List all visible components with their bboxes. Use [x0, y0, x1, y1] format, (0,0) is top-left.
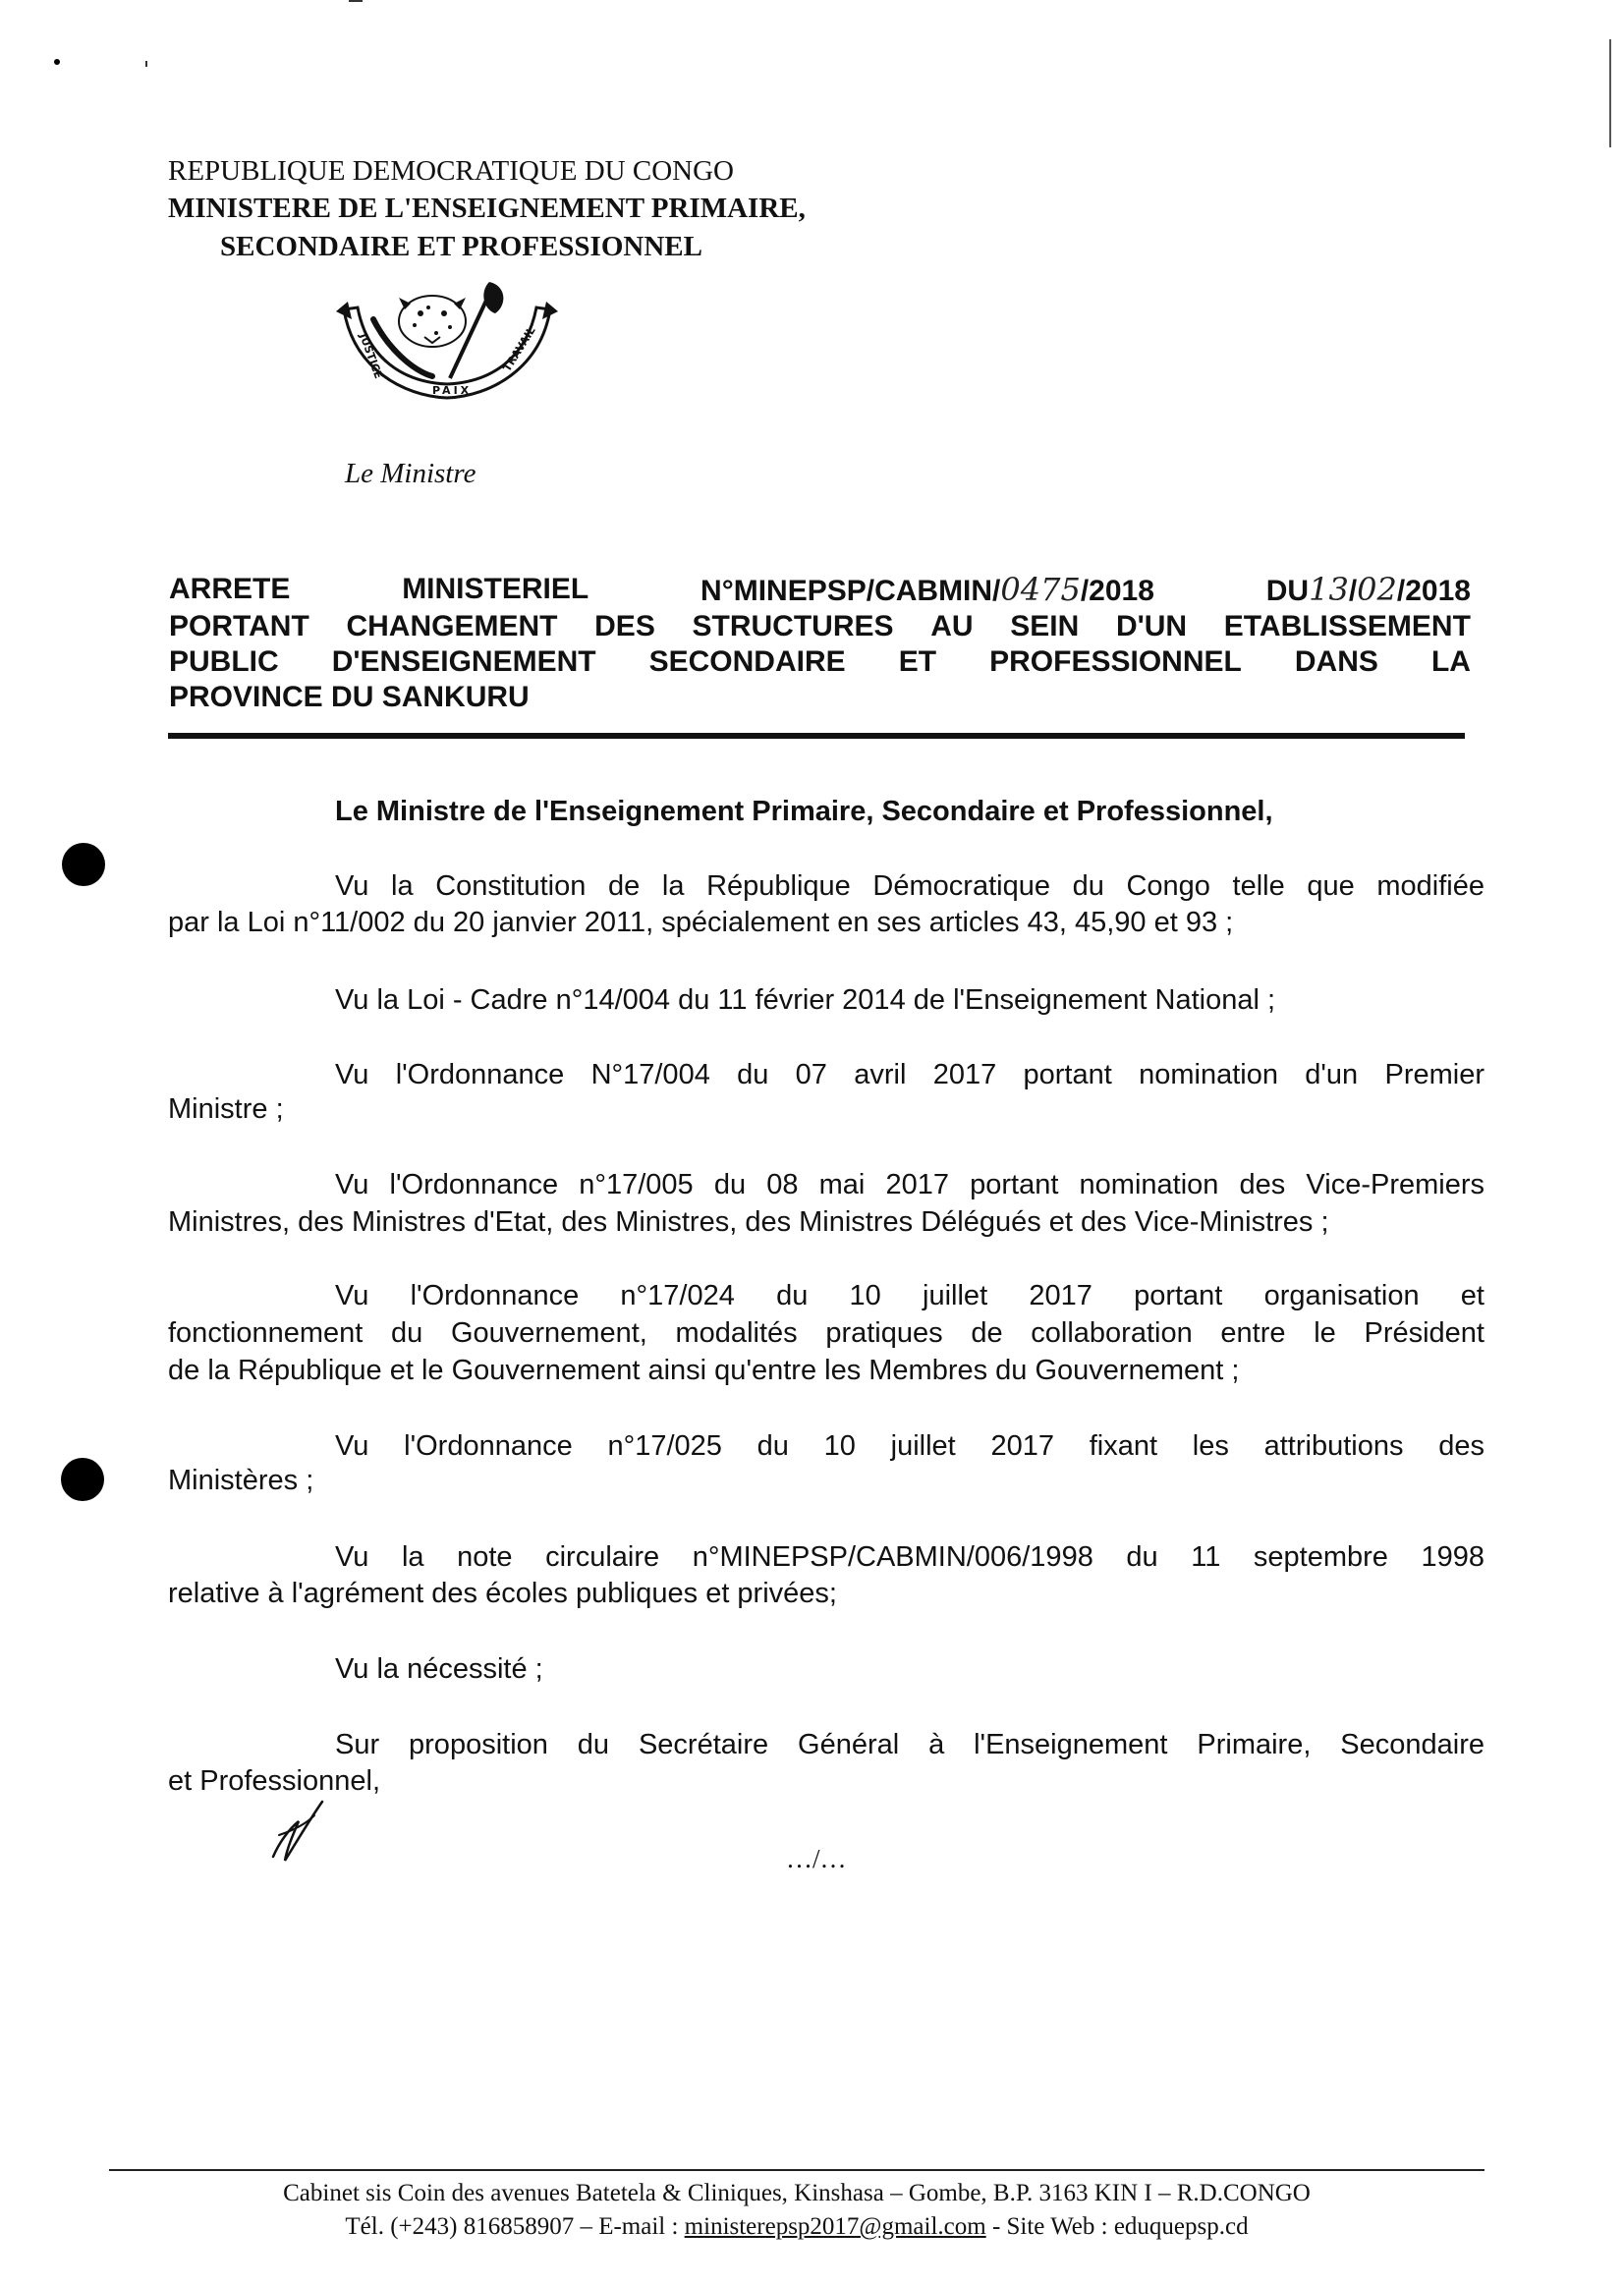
- decree-word: ARRETE: [169, 573, 291, 605]
- consideration-loi-cadre: Vu la Loi - Cadre n°14/004 du 11 février 2014 de l'Enseignement National ;: [335, 984, 1276, 1016]
- decree-word: DANS: [1294, 645, 1378, 678]
- footer: [109, 2177, 1484, 2244]
- decree-word: CHANGEMENT: [346, 610, 558, 642]
- ministry-heading-line2: SECONDAIRE ET PROFESSIONNEL: [220, 231, 702, 262]
- decree-title-line2: [169, 609, 1471, 644]
- title-divider: [168, 733, 1465, 739]
- consideration-note-circulaire-line2: relative à l'agrément des écoles publiques et privées;: [168, 1578, 837, 1609]
- consideration-constitution-line2: par la Loi n°11/002 du 20 janvier 2011, spécialement en ses articles 43, 45,90 et 93 ;: [168, 907, 1234, 938]
- motto-paix: PAIX: [432, 384, 473, 397]
- decree-word: AU: [930, 610, 974, 642]
- footer-contact: [109, 2210, 1484, 2244]
- scan-speck: [54, 59, 60, 65]
- page-continuation-marker: …/…: [786, 1844, 847, 1873]
- decree-word: ETABLISSEMENT: [1223, 610, 1471, 642]
- consideration-ordonnance-17-005-line2: Ministres, des Ministres d'Etat, des Ministres, des Ministres Délégués et des Vice-Ministres ;: [168, 1206, 1329, 1238]
- decree-word: D'ENSEIGNEMENT: [331, 645, 596, 678]
- binder-hole-mark: [61, 1458, 104, 1501]
- signatory-heading: Le Ministre: [345, 458, 476, 489]
- handwritten-initials: [265, 1796, 334, 1865]
- consideration-constitution-line1: Vu la Constitution de la République Démocratique du Congo telle que modifiée: [335, 870, 1484, 902]
- decree-word: SEIN: [1010, 610, 1080, 642]
- decree-reference: N°MINEPSP/CABMIN/0475/2018: [700, 571, 1154, 608]
- scan-speck: [145, 61, 147, 67]
- footer-address: Cabinet sis Coin des avenues Batetela & Cliniques, Kinshasa – Gombe, B.P. 3163 KIN I – R.D.CONGO: [283, 2180, 1311, 2206]
- ministry-heading-line1: MINISTERE DE L'ENSEIGNEMENT PRIMAIRE,: [168, 193, 806, 224]
- coat-of-arms-icon: [334, 280, 560, 408]
- decree-title-line1: [169, 572, 1471, 609]
- binder-hole-mark: [62, 843, 105, 886]
- decree-word: PROFESSIONNEL: [989, 645, 1242, 678]
- consideration-ordonnance-17-025-line1: Vu l'Ordonnance n°17/025 du 10 juillet 2017 fixant les attributions des: [335, 1430, 1484, 1462]
- decree-title: [169, 572, 1471, 715]
- decree-date: DU13/02/2018: [1265, 571, 1471, 608]
- decree-title-line4: PROVINCE DU SANKURU: [169, 681, 530, 713]
- motto-justice: JUSTICE: [357, 331, 385, 381]
- footer-website: - Site Web : eduquepsp.cd: [985, 2213, 1249, 2240]
- initials-signature-icon: [265, 1796, 334, 1865]
- scan-speck: [349, 0, 363, 2]
- coat-of-arms-emblem: [334, 280, 560, 408]
- decree-word: SECONDAIRE: [648, 645, 846, 678]
- decree-word: LA: [1430, 645, 1471, 678]
- decree-title-line3: [169, 644, 1471, 680]
- country-heading: REPUBLIQUE DEMOCRATIQUE DU CONGO: [168, 155, 734, 187]
- consideration-proposition-line2: et Professionnel,: [168, 1765, 381, 1797]
- footer-email-link[interactable]: ministerepsp2017@gmail.com: [684, 2213, 986, 2240]
- consideration-ordonnance-17-005-line1: Vu l'Ordonnance n°17/005 du 08 mai 2017 portant nomination des Vice-Premiers: [335, 1169, 1484, 1200]
- preamble: Le Ministre de l'Enseignement Primaire, Secondaire et Professionnel,: [335, 796, 1273, 827]
- decree-word: MINISTERIEL: [402, 573, 589, 605]
- consideration-ordonnance-17-024-line3: de la République et le Gouvernement ainsi qu'entre les Membres du Gouvernement ;: [168, 1355, 1240, 1386]
- handwritten-decree-number: 0475: [1000, 571, 1081, 608]
- decree-word: ET: [898, 645, 937, 678]
- motto-travail: TRAVAIL: [500, 324, 538, 374]
- handwritten-date-month: 02: [1357, 571, 1397, 608]
- consideration-necessite: Vu la nécessité ;: [335, 1653, 543, 1685]
- footer-telephone: Tél. (+243) 816858907 – E-mail :: [345, 2213, 685, 2240]
- consideration-ordonnance-17-004-line2: Ministre ;: [168, 1093, 284, 1125]
- decree-word: STRUCTURES: [692, 610, 894, 642]
- consideration-proposition-line1: Sur proposition du Secrétaire Général à l'Enseignement Primaire, Secondaire: [335, 1729, 1484, 1760]
- scan-edge-mark: [1609, 39, 1611, 147]
- handwritten-date-day: 13: [1309, 571, 1349, 608]
- decree-word: PUBLIC: [169, 645, 279, 678]
- consideration-ordonnance-17-024-line2: fonctionnement du Gouvernement, modalités pratiques de collaboration entre le Président: [168, 1317, 1484, 1349]
- footer-divider: [109, 2169, 1484, 2171]
- decree-word: D'UN: [1115, 610, 1188, 642]
- consideration-ordonnance-17-004-line1: Vu l'Ordonnance N°17/004 du 07 avril 2017 portant nomination d'un Premier: [335, 1059, 1484, 1090]
- decree-word: DES: [594, 610, 655, 642]
- consideration-note-circulaire-line1: Vu la note circulaire n°MINEPSP/CABMIN/006/1998 du 11 septembre 1998: [335, 1541, 1484, 1573]
- consideration-ordonnance-17-024-line1: Vu l'Ordonnance n°17/024 du 10 juillet 2017 portant organisation et: [335, 1280, 1484, 1311]
- decree-word: PORTANT: [169, 610, 309, 642]
- consideration-ordonnance-17-025-line2: Ministères ;: [168, 1465, 314, 1496]
